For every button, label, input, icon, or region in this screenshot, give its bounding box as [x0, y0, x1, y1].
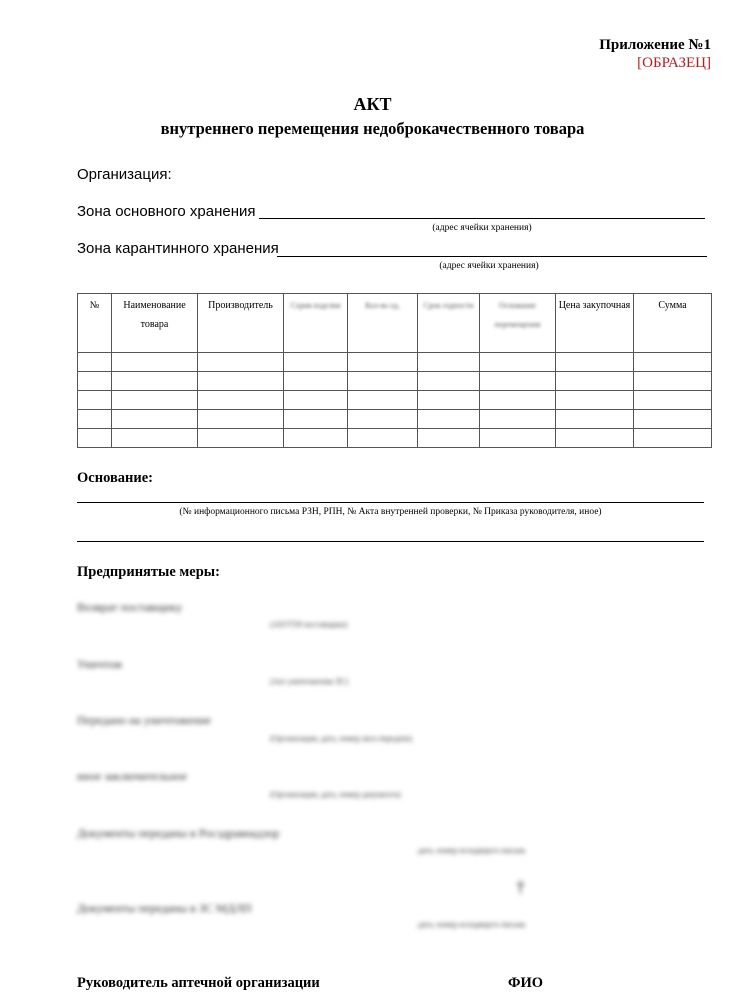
col-header-name: Наименование товара [112, 294, 198, 353]
measure-note-mdlp: дата, номер исходящего письма [418, 920, 526, 929]
table-cell[interactable] [418, 353, 480, 372]
measure-note-transfer: (Организация, дата, номер акта передачи) [270, 734, 413, 743]
basis-field[interactable] [77, 502, 704, 503]
table-cell[interactable] [480, 353, 556, 372]
table-cell[interactable] [78, 391, 112, 410]
table-cell[interactable] [348, 391, 418, 410]
table-cell[interactable] [198, 372, 284, 391]
measure-label-transfer: Передано на уничтожение [77, 713, 212, 727]
table-cell[interactable] [348, 429, 418, 448]
table-cell[interactable] [634, 391, 712, 410]
col-header-expiry: Срок годности [418, 294, 480, 353]
table-cell[interactable] [418, 410, 480, 429]
measure-note-rzn: дата, номер исходящего письма [418, 846, 526, 855]
table-row [78, 391, 712, 410]
col-header-number: № [78, 294, 112, 353]
col-header-reason: Основание перемещения [480, 294, 556, 353]
table-cell[interactable] [480, 410, 556, 429]
table-row [78, 410, 712, 429]
table-row [78, 372, 712, 391]
document-title: АКТ [353, 94, 392, 114]
document-subtitle: внутреннего перемещения недоброкачественного товара [160, 119, 585, 138]
table-cell[interactable] [480, 391, 556, 410]
table-cell[interactable] [78, 410, 112, 429]
table-cell[interactable] [418, 429, 480, 448]
dagger-mark: † [516, 877, 525, 897]
table-cell[interactable] [78, 429, 112, 448]
main-zone-hint: (адрес ячейки хранения) [432, 223, 532, 233]
table-cell[interactable] [418, 391, 480, 410]
col-header-manufacturer: Производитель [198, 294, 284, 353]
table-row [78, 353, 712, 372]
table-cell[interactable] [112, 391, 198, 410]
table-cell[interactable] [198, 410, 284, 429]
main-zone-field[interactable] [259, 218, 705, 219]
table-cell[interactable] [418, 372, 480, 391]
col-header-quantity: Кол-во ед. [348, 294, 418, 353]
col-header-series: Серия изделия [284, 294, 348, 353]
measure-label-return: Возврат поставщику [77, 600, 183, 614]
basis-heading: Основание: [77, 470, 154, 486]
table-cell[interactable] [634, 429, 712, 448]
basis-hint: (№ информационного письма РЗН, РПН, № Акта внутренней проверки, № Приказа руководителя, иное) [179, 507, 602, 517]
table-cell[interactable] [284, 353, 348, 372]
quarantine-zone-label: Зона карантинного хранения [77, 240, 279, 257]
measure-label-other: иное заключительное [77, 769, 188, 783]
appendix-block [599, 36, 711, 72]
table-cell[interactable] [348, 353, 418, 372]
measure-note-destroy: (Акт уничтожения ЛС) [270, 677, 349, 686]
table-cell[interactable] [112, 410, 198, 429]
measure-label-destroy: Уничтож [77, 657, 123, 671]
table-cell[interactable] [634, 410, 712, 429]
table-cell[interactable] [78, 372, 112, 391]
measures-heading: Предпринятые меры: [77, 564, 220, 580]
table-cell[interactable] [112, 353, 198, 372]
table-cell[interactable] [112, 429, 198, 448]
table-cell[interactable] [556, 391, 634, 410]
table-cell[interactable] [284, 391, 348, 410]
quarantine-zone-hint: (адрес ячейки хранения) [439, 261, 539, 271]
table-cell[interactable] [556, 353, 634, 372]
table-cell[interactable] [556, 429, 634, 448]
table-row [78, 429, 712, 448]
table-cell[interactable] [348, 372, 418, 391]
main-zone-label: Зона основного хранения [77, 203, 256, 220]
measure-note-return: (АП/ТТН поставщика) [270, 620, 348, 629]
table-cell[interactable] [556, 410, 634, 429]
col-header-sum: Сумма [634, 294, 712, 353]
sample-label: [ОБРАЗЕЦ] [637, 55, 711, 71]
table-cell[interactable] [556, 372, 634, 391]
table-cell[interactable] [284, 429, 348, 448]
goods-table [77, 293, 712, 448]
appendix-number: Приложение №1 [599, 37, 711, 53]
basis-field-second[interactable] [77, 541, 704, 542]
measure-note-other: (Организация, дата, номер документа) [270, 790, 401, 799]
table-cell[interactable] [634, 372, 712, 391]
table-cell[interactable] [634, 353, 712, 372]
table-cell[interactable] [480, 372, 556, 391]
table-cell[interactable] [284, 410, 348, 429]
organization-label: Организация: [77, 166, 172, 183]
measure-label-rzn: Документы переданы в Росздравнадзор [77, 826, 280, 840]
table-cell[interactable] [348, 410, 418, 429]
table-cell[interactable] [112, 372, 198, 391]
signature-role: Руководитель аптечной организации [77, 975, 320, 991]
table-cell[interactable] [480, 429, 556, 448]
table-cell[interactable] [198, 391, 284, 410]
table-cell[interactable] [284, 372, 348, 391]
table-cell[interactable] [198, 353, 284, 372]
signature-name: ФИО [508, 975, 544, 991]
quarantine-zone-field[interactable] [277, 256, 707, 257]
measure-label-mdlp: Документы переданы в ЗС МДЛП [77, 901, 252, 915]
table-header-row [78, 294, 712, 353]
col-header-price: Цена закупочная [556, 294, 634, 353]
table-cell[interactable] [198, 429, 284, 448]
table-cell[interactable] [78, 353, 112, 372]
